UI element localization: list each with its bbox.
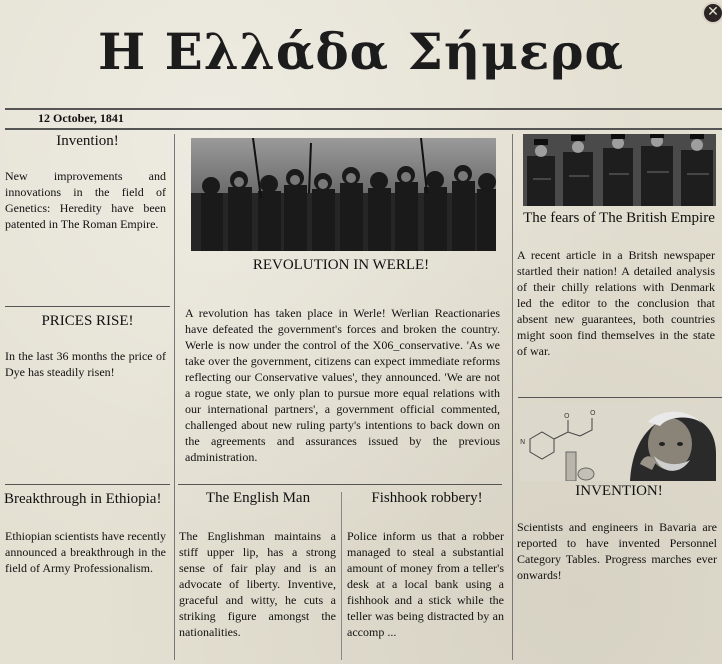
svg-text:O: O	[590, 409, 596, 417]
revolution-body: A revolution has taken place in Werle! Werlian Reactionaries have defeated the government's forces and broken the country. Werle is now under the control of the X06_conservative. 'As we take over the government, citizens can expect immediate reforms reflecting our Conservative values', they announced. 'We are not a rogue state, we only plan to pursue more equal relations with our international partners', a government official commented, challenged about new ruling party's intentions to back down on the agreements and assurances issued by the previous administration.	[185, 306, 500, 464]
fears-body: A recent article in a Britsh newspaper startled their nation! A detailed analysis of their chilly relations with Denmark led the editor to the conclusion that absent new guarantees, both countries might soon find themselves in the state of war.	[517, 248, 715, 358]
close-icon: ✕	[707, 4, 719, 20]
revolution-headline: REVOLUTION IN WERLE!	[252, 257, 430, 273]
section-rule	[5, 484, 170, 485]
issue-date: 12 October, 1841	[38, 111, 124, 125]
prices-body: In the last 36 months the price of Dye has steadily risen!	[5, 349, 166, 379]
column-rule	[174, 134, 175, 660]
revolution-photo	[191, 138, 496, 251]
masthead-rule	[5, 108, 722, 110]
date-rule	[5, 128, 722, 130]
invention-bavaria-headline: INVENTION!	[575, 483, 663, 499]
fears-headline: The fears of The British Empire	[523, 210, 715, 226]
invention-body: New improvements and innovations in the field of Genetics: Heredity have been patented in The Roman Empire.	[5, 169, 166, 231]
scientist-photo	[520, 404, 716, 481]
englishman-headline: The English Man	[205, 490, 311, 506]
fishhook-body: Police inform us that a robber managed to steal a substantial amount of money from a teller's desk at a local bank using a fishhook and a stick while the teller was being distracted by an accomp ...	[347, 529, 504, 639]
section-rule	[178, 484, 502, 485]
column-rule	[512, 134, 513, 660]
svg-text:N: N	[520, 438, 526, 446]
ethiopia-headline: Breakthrough in Ethiopia!	[4, 491, 162, 507]
ethiopia-body: Ethiopian scientists have recently announced a breakthrough in the field of Army Professionalism.	[5, 529, 166, 575]
close-button[interactable]	[702, 2, 722, 24]
invention-headline: Invention!	[56, 133, 119, 149]
invention-bavaria-body: Scientists and engineers in Bavaria are reported to have invented Personnel Category Tables. Progress marches ever onwards!	[517, 520, 717, 582]
soldiers-photo	[523, 134, 716, 206]
svg-text:O: O	[564, 412, 570, 420]
newspaper-title: Η Ελλάδα Σήμερα	[97, 22, 624, 81]
fishhook-headline: Fishhook robbery!	[371, 490, 483, 506]
section-rule	[518, 397, 722, 398]
prices-headline: PRICES RISE!	[41, 313, 134, 329]
section-rule	[5, 306, 170, 307]
column-rule	[341, 492, 342, 660]
englishman-body: The Englishman maintains a stiff upper lip, has a strong sense of fair play and is an advocate of liberty. Inventive, graceful and witty, he cuts a striking figure amongst the nationalities.	[179, 529, 336, 639]
